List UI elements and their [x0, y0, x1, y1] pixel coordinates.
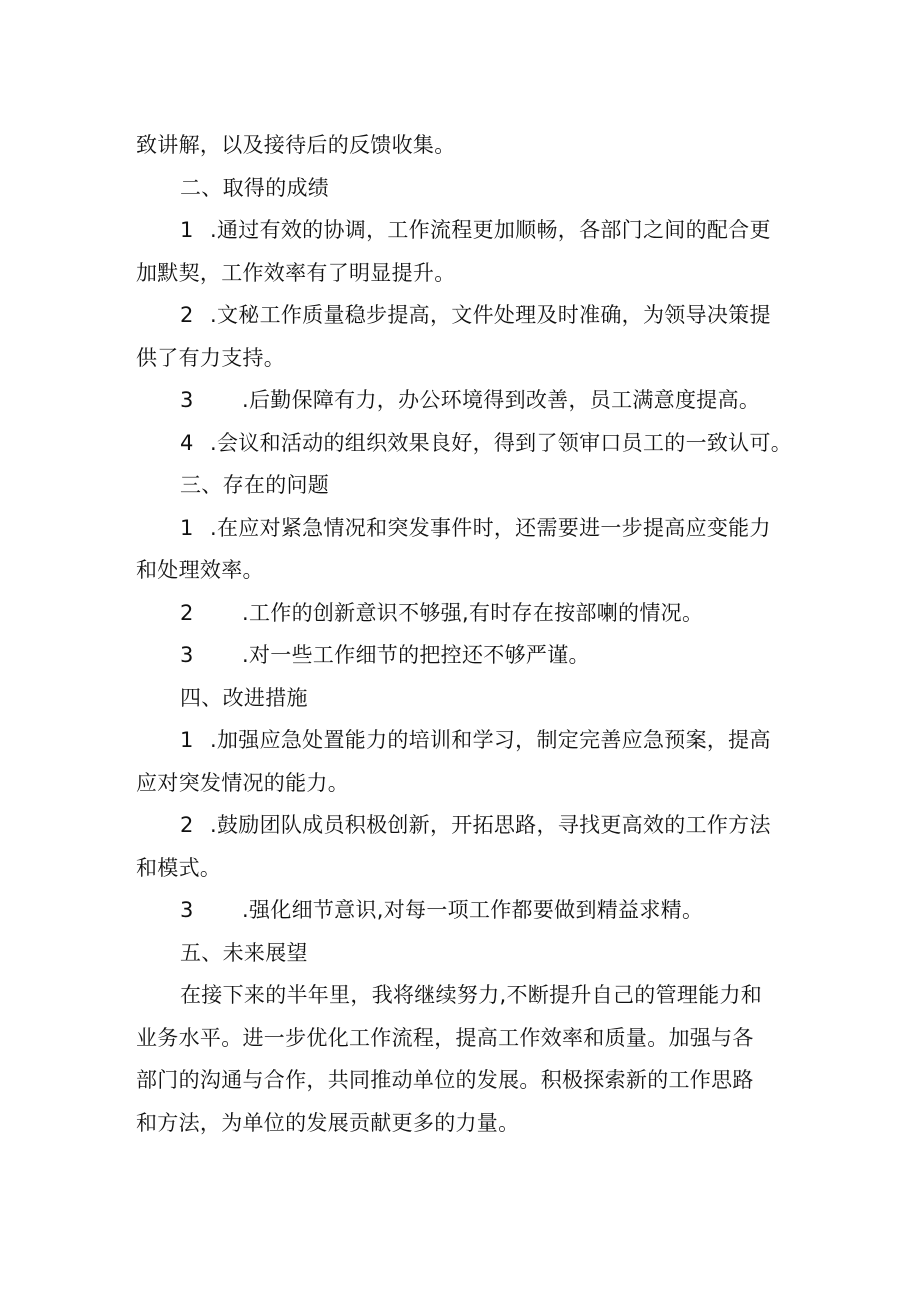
list-item-continuation: 供了有力支持。 [136, 345, 286, 370]
list-item [136, 422, 796, 465]
section-heading-achievements: 二、取得的成绩 [180, 175, 330, 200]
list-item-number: 3 [180, 898, 194, 922]
list-item-number: 1 [180, 218, 194, 242]
list-item [136, 804, 796, 847]
paragraph-line: 业务水平。进一步优化工作流程，提高工作效率和质量。加强与各 [136, 1025, 754, 1050]
paragraph-line: 部门的沟通与合作，共同推动单位的发展。积极探索新的工作思路 [136, 1068, 754, 1092]
list-item-number: 2 [180, 303, 194, 327]
paragraph-line: 在接下来的半年里，我将继续努力,不断提升自己的管理能力和 [180, 983, 763, 1007]
paragraph-continuation: 致讲解，以及接待后的反馈收集。 [136, 133, 456, 157]
paragraph-line: 和方法，为单位的发展贡献更多的力量。 [136, 1110, 520, 1135]
section-heading-improvements: 四、改进措施 [180, 685, 308, 710]
section-heading-problems: 三、存在的问题 [180, 473, 330, 497]
list-item-number: 2 [180, 813, 194, 837]
list-item-text: .鼓励团队成员积极创新，开拓思路，寻找更高效的工作方法 [210, 813, 771, 837]
list-item-text: .对一些工作细节的把控还不够严谨。 [242, 643, 590, 667]
list-item [136, 889, 796, 932]
list-item-continuation: 和处理效率。 [136, 558, 264, 582]
list-item [136, 294, 796, 337]
list-item-text: .工作的创新意识不够强,有时存在按部喇的情况。 [242, 600, 704, 625]
list-item-text: .强化细节意识,对每一项工作都要做到精益求精。 [242, 898, 704, 922]
list-item-text: .通过有效的协调，工作流程更加顺畅，各部门之间的配合更 [210, 218, 771, 242]
list-item-number: 3 [180, 388, 194, 412]
list-item-continuation: 加默契，工作效率有了明显提升。 [136, 260, 456, 285]
list-item [136, 719, 796, 762]
list-item-text: .后勤保障有力，办公环境得到改善，员工满意度提高。 [242, 388, 761, 412]
list-item-number: 2 [180, 600, 194, 625]
list-item [136, 507, 796, 550]
list-item-continuation: 和模式。 [136, 855, 222, 880]
list-item-number: 3 [180, 643, 194, 667]
document-body [136, 124, 796, 1144]
list-item [136, 379, 796, 422]
list-item-text: .文秘工作质量稳步提高，文件处理及时准确，为领导决策提 [210, 303, 771, 327]
list-item-number: 1 [180, 728, 194, 752]
list-item [136, 209, 796, 252]
list-item-continuation: 应对突发情况的能力。 [136, 770, 349, 795]
section-heading-outlook: 五、未来展望 [180, 940, 308, 965]
list-item [136, 634, 796, 677]
list-item-text: .在应对紧急情况和突发事件时，还需要进一步提高应变能力 [210, 515, 771, 540]
list-item-text: .加强应急处置能力的培训和学习，制定完善应急预案，提高 [210, 728, 771, 752]
list-item-text: .会议和活动的组织效果良好，得到了领审口员工的一致认可。 [210, 430, 793, 455]
list-item-number: 4 [180, 430, 194, 455]
list-item [136, 592, 796, 635]
list-item-number: 1 [180, 515, 194, 540]
